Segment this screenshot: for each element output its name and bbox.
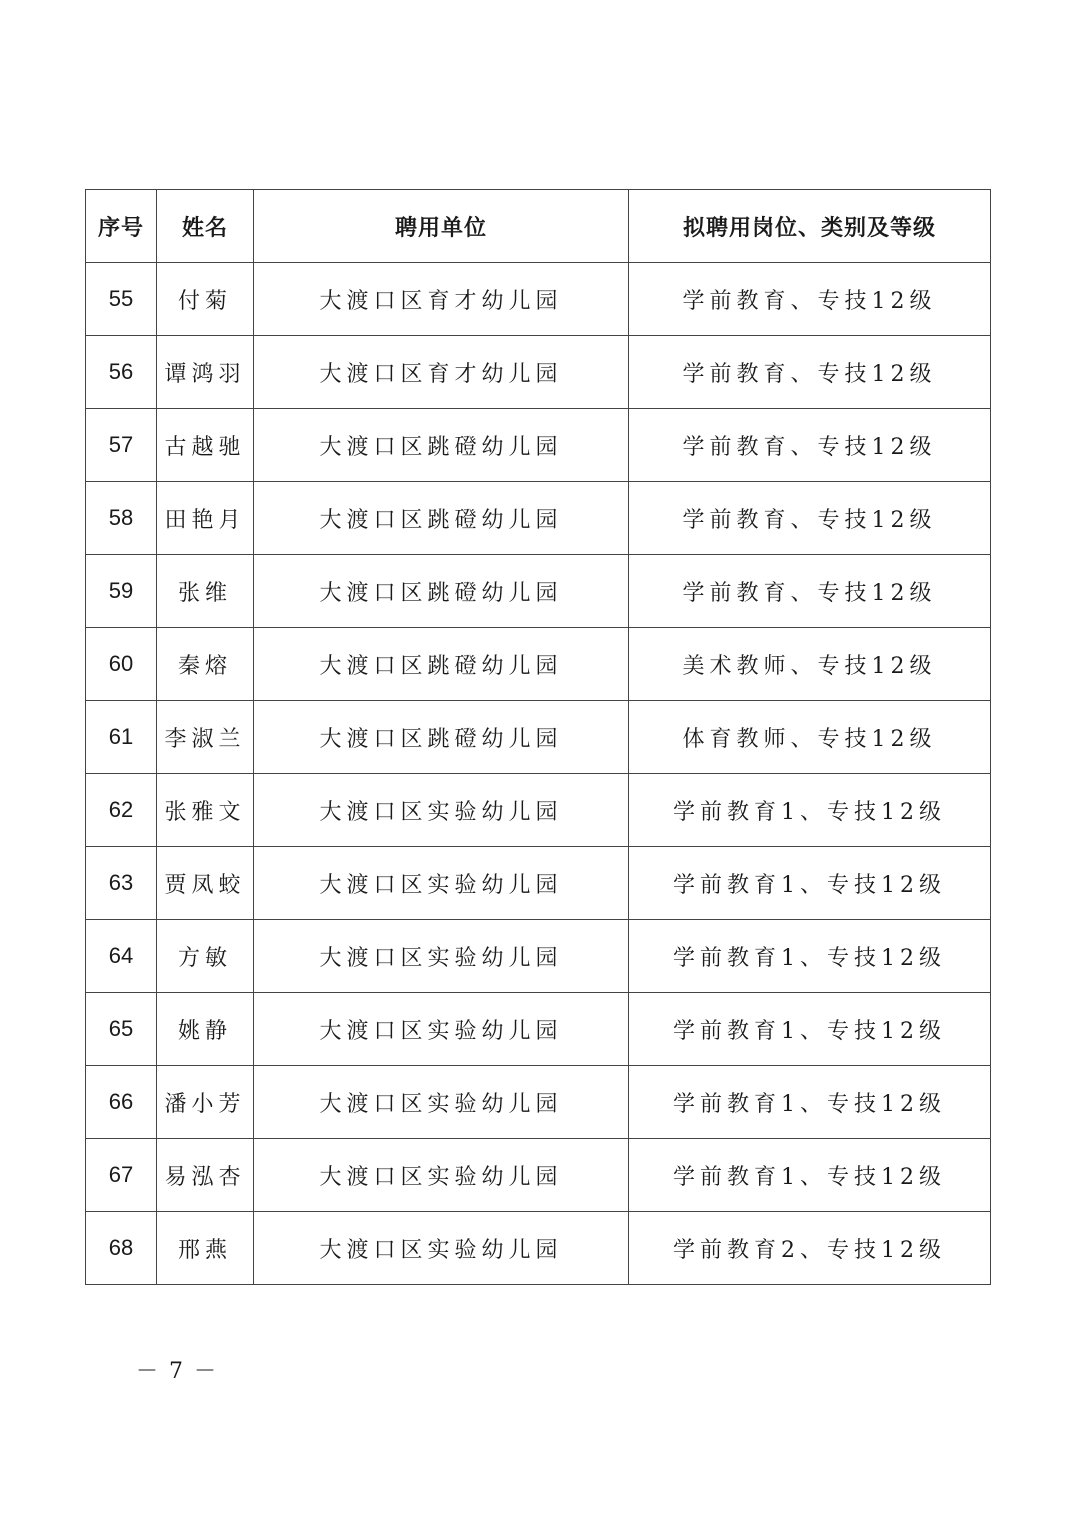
row-serial-number: 63 [86, 847, 157, 920]
row-position-grade: 学前教育1、专技12级 [629, 1139, 991, 1212]
table-row [86, 482, 991, 555]
row-serial-number: 58 [86, 482, 157, 555]
row-name: 邢燕 [157, 1212, 254, 1285]
row-position-grade: 体育教师、专技12级 [629, 701, 991, 774]
row-position-grade: 学前教育1、专技12级 [629, 847, 991, 920]
table-row [86, 1212, 991, 1285]
row-name: 潘小芳 [157, 1066, 254, 1139]
row-position-grade: 学前教育1、专技12级 [629, 993, 991, 1066]
row-employer-unit: 大渡口区跳磴幼儿园 [254, 628, 629, 701]
row-serial-number: 66 [86, 1066, 157, 1139]
row-employer-unit: 大渡口区实验幼儿园 [254, 1139, 629, 1212]
row-employer-unit: 大渡口区实验幼儿园 [254, 1066, 629, 1139]
row-position-grade: 学前教育、专技12级 [629, 555, 991, 628]
row-serial-number: 59 [86, 555, 157, 628]
row-position-grade: 学前教育1、专技12级 [629, 1066, 991, 1139]
row-serial-number: 62 [86, 774, 157, 847]
row-employer-unit: 大渡口区跳磴幼儿园 [254, 482, 629, 555]
row-employer-unit: 大渡口区实验幼儿园 [254, 1212, 629, 1285]
row-employer-unit: 大渡口区跳磴幼儿园 [254, 409, 629, 482]
row-employer-unit: 大渡口区跳磴幼儿园 [254, 555, 629, 628]
table-header-row [86, 190, 991, 263]
row-name: 李淑兰 [157, 701, 254, 774]
row-name: 张维 [157, 555, 254, 628]
table-body [86, 263, 991, 1285]
row-name: 贾凤蛟 [157, 847, 254, 920]
row-name: 姚静 [157, 993, 254, 1066]
table-row [86, 847, 991, 920]
table-row [86, 336, 991, 409]
row-serial-number: 55 [86, 263, 157, 336]
row-position-grade: 学前教育1、专技12级 [629, 920, 991, 993]
table-row [86, 920, 991, 993]
row-serial-number: 60 [86, 628, 157, 701]
table-row [86, 1139, 991, 1212]
row-serial-number: 57 [86, 409, 157, 482]
row-serial-number: 68 [86, 1212, 157, 1285]
table-row [86, 1066, 991, 1139]
row-position-grade: 学前教育2、专技12级 [629, 1212, 991, 1285]
table-row [86, 555, 991, 628]
row-name: 方敏 [157, 920, 254, 993]
row-name: 田艳月 [157, 482, 254, 555]
table-row [86, 701, 991, 774]
row-name: 易泓杏 [157, 1139, 254, 1212]
hiring-roster-table [85, 189, 991, 1285]
row-employer-unit: 大渡口区实验幼儿园 [254, 920, 629, 993]
header-serial-number: 序号 [86, 190, 157, 263]
row-employer-unit: 大渡口区实验幼儿园 [254, 774, 629, 847]
row-name: 付菊 [157, 263, 254, 336]
page-number: － 7 － [136, 1359, 218, 1384]
row-name: 古越驰 [157, 409, 254, 482]
table-row [86, 263, 991, 336]
table-row [86, 628, 991, 701]
row-position-grade: 美术教师、专技12级 [629, 628, 991, 701]
row-position-grade: 学前教育、专技12级 [629, 482, 991, 555]
row-employer-unit: 大渡口区实验幼儿园 [254, 847, 629, 920]
row-employer-unit: 大渡口区跳磴幼儿园 [254, 701, 629, 774]
row-serial-number: 65 [86, 993, 157, 1066]
header-position-grade: 拟聘用岗位、类别及等级 [629, 190, 991, 263]
row-position-grade: 学前教育、专技12级 [629, 409, 991, 482]
row-name: 张雅文 [157, 774, 254, 847]
table-row [86, 774, 991, 847]
row-serial-number: 64 [86, 920, 157, 993]
header-name: 姓名 [157, 190, 254, 263]
row-serial-number: 56 [86, 336, 157, 409]
row-serial-number: 67 [86, 1139, 157, 1212]
row-position-grade: 学前教育、专技12级 [629, 336, 991, 409]
row-name: 秦熔 [157, 628, 254, 701]
table-row [86, 409, 991, 482]
table-row [86, 993, 991, 1066]
row-position-grade: 学前教育、专技12级 [629, 263, 991, 336]
row-serial-number: 61 [86, 701, 157, 774]
row-employer-unit: 大渡口区育才幼儿园 [254, 263, 629, 336]
row-employer-unit: 大渡口区育才幼儿园 [254, 336, 629, 409]
header-employer-unit: 聘用单位 [254, 190, 629, 263]
row-name: 谭鸿羽 [157, 336, 254, 409]
row-employer-unit: 大渡口区实验幼儿园 [254, 993, 629, 1066]
row-position-grade: 学前教育1、专技12级 [629, 774, 991, 847]
